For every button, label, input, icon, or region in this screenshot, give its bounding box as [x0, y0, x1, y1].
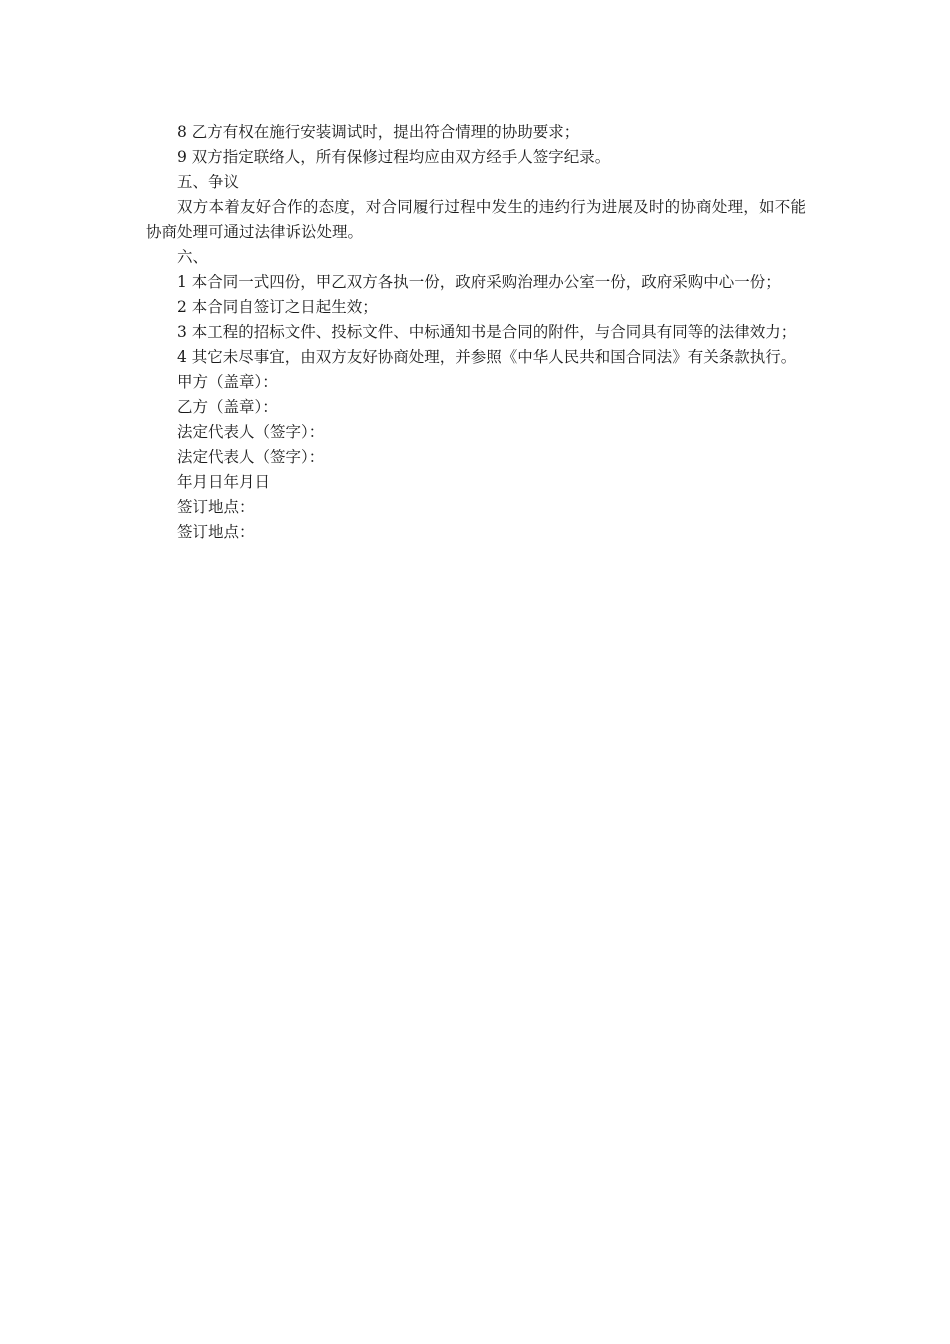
legal-rep-signature-a: 法定代表人（签字）： [177, 423, 325, 441]
clause-effective: 2 本合同自签订之日起生效； [177, 298, 378, 316]
section-heading-dispute: 五、争议 [177, 173, 240, 191]
legal-rep-signature-b: 法定代表人（签字）： [177, 448, 325, 466]
clause-attachments: 3 本工程的招标文件、投标文件、中标通知书是合同的附件，与合同具有同等的法律效力； [177, 323, 797, 341]
date-line: 年月日年月日 [177, 473, 271, 491]
signing-location-b: 签订地点： [177, 523, 255, 541]
dispute-paragraph: 双方本着友好合作的态度，对合同履行过程中发生的违约行为进展及时的协商处理，如不能协商处理可通过法律诉讼处理。 [146, 198, 806, 241]
document-page [146, 120, 806, 545]
clause-other: 4 其它未尽事宜，由双方友好协商处理，并参照《中华人民共和国合同法》有关条款执行。 [177, 348, 797, 366]
section-heading-six: 六、 [177, 248, 209, 266]
clause-9: 9 双方指定联络人，所有保修过程均应由双方经手人签字纪录。 [177, 148, 611, 166]
clause-8: 8 乙方有权在施行安装调试时，提出符合情理的协助要求； [177, 123, 580, 141]
signing-location-a: 签订地点： [177, 498, 255, 516]
party-a-seal: 甲方（盖章）： [177, 373, 278, 391]
party-b-seal: 乙方（盖章）： [177, 398, 278, 416]
clause-copies: 1 本合同一式四份，甲乙双方各执一份，政府采购治理办公室一份，政府采购中心一份； [177, 273, 781, 291]
